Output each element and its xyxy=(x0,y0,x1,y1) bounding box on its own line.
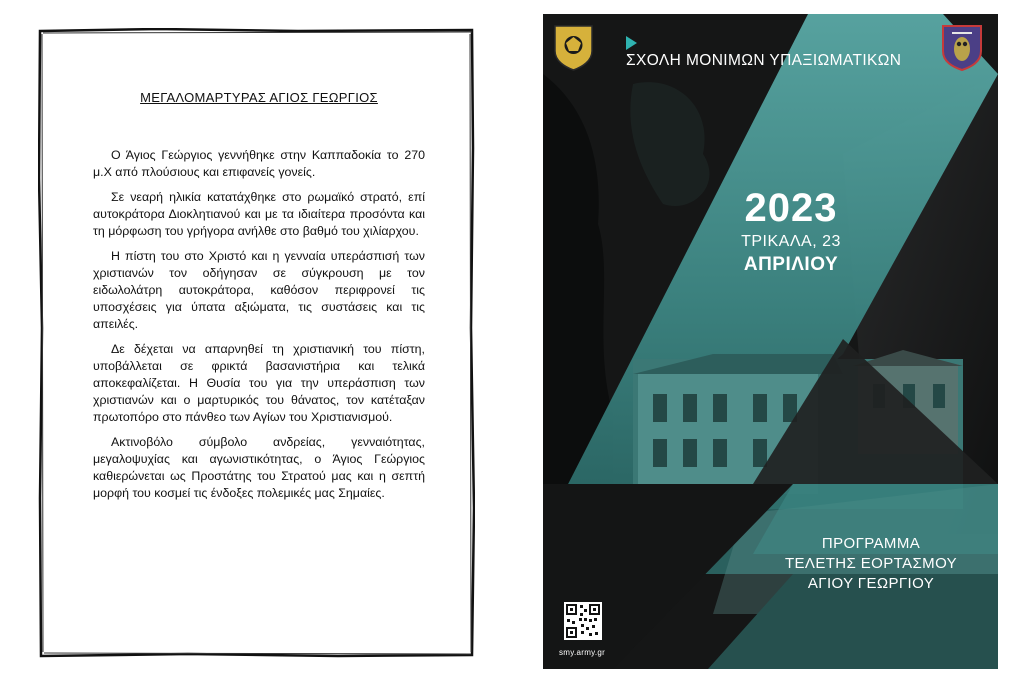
program-title-line: ΤΕΛΕΤΗΣ ΕΟΡΤΑΣΜΟΥ xyxy=(784,555,958,572)
event-city-date: ΤΡΙΚΑΛΑ, 23 xyxy=(741,233,841,250)
program-title xyxy=(751,534,991,594)
page-title: ΜΕΓΑΛΟΜΑΡΤΥΡΑΣ ΑΓΙΟΣ ΓΕΩΡΓΙΟΣ xyxy=(140,90,378,105)
program-title-line: ΠΡΟΓΡΑΜΜΑ xyxy=(821,535,921,552)
program-title-line: ΑΓΙΟΥ ΓΕΩΡΓΙΟΥ xyxy=(807,575,935,592)
event-poster xyxy=(543,14,998,669)
paragraph: Σε νεαρή ηλικία κατατάχθηκε στο ρωμαϊκό στρατό, επί αυτοκράτορα Διοκλητιανού και με τα ιδιαίτερα προσόντα και τη μόρφωση του γρήγορα ανήλθε στο βαθμό του χιλίαρχου. xyxy=(93,190,425,238)
poster-header xyxy=(543,14,998,84)
army-emblem-icon xyxy=(552,23,595,71)
school-name: ΣΧΟΛΗ ΜΟΝΙΜΩΝ ΥΠΑΞΙΩΜΑΤΙΚΩΝ xyxy=(626,52,902,69)
paragraph: Ακτινοβόλο σύμβολο ανδρείας, γενναιότητας, μεγαλοψυχίας και αγωνιστικότητας, ο Άγιος Γεώργιος καθιερώνεται ως Προστάτης του Στρατού μας και η σεπτή μορφή του κοσμεί τις ένδοξες πολεμικές μας Σημαίες. xyxy=(93,435,425,500)
paragraph: Η πίστη του στο Χριστό και η γενναία υπεράσπισή των χριστιανών τον οδήγησαν σε σύγκρουση με τον ειδωλολάτρη αυτοκράτορα, καθόσον περιφρονεί τις υποσχέσεις για ύπατα αξιώματα, τις συστάσεις και τις απειλές. xyxy=(93,249,425,331)
left-page xyxy=(38,28,475,658)
qr-code-icon xyxy=(564,602,602,640)
website-url: smy.army.gr xyxy=(559,648,606,657)
paragraph: Ο Άγιος Γεώργιος γεννήθηκε στην Καππαδοκία το 270 μ.Χ από πλούσιους και επιφανείς γονείς. xyxy=(93,148,425,179)
play-icon xyxy=(626,36,637,50)
paragraph: Δε δέχεται να απαρνηθεί τη χριστιανική του πίστη, υποβάλλεται σε φρικτά βασανιστήρια και τελικά αποκεφαλίζεται. Η Θυσία του για την υπεράσπιση των χριστιανών και ο μαρτυρικός του θάνατος, τον κατέταξαν πρωτοπόρο στο πάνθεο των Αγίων του Χριστιανισμού. xyxy=(93,342,425,424)
school-owl-emblem-icon xyxy=(941,23,983,71)
event-year: 2023 xyxy=(744,186,838,230)
saint-biography xyxy=(93,90,425,510)
event-month: ΑΠΡΙΛΙΟΥ xyxy=(743,254,839,275)
